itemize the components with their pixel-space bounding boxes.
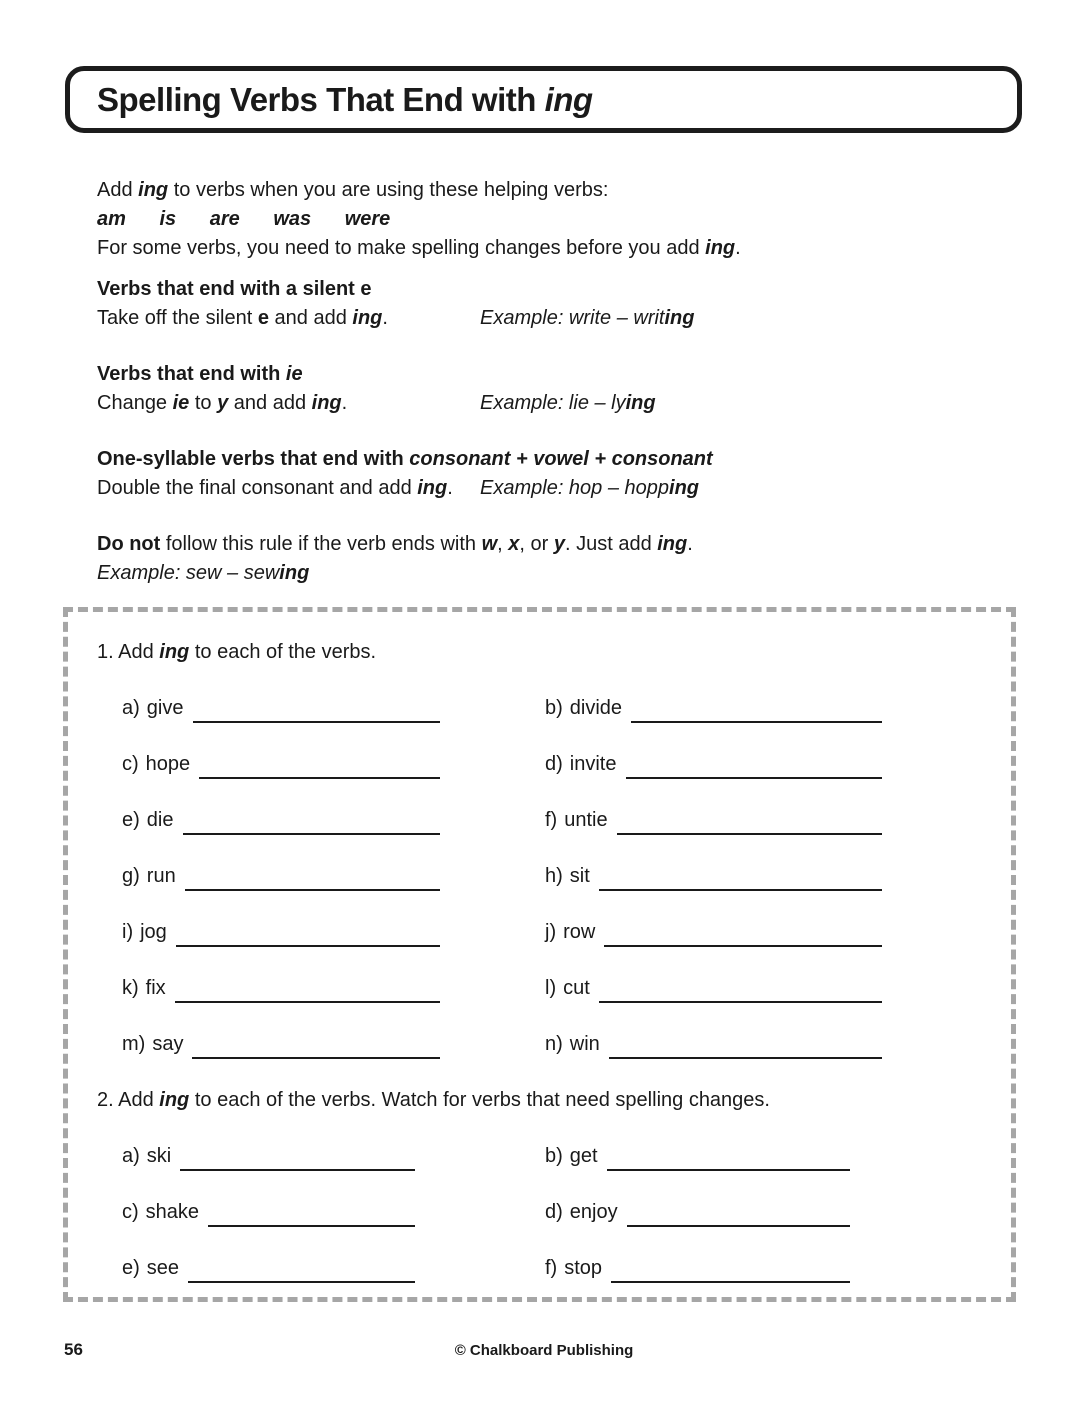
answer-blank[interactable]: [176, 921, 440, 947]
fill-in-item: [545, 806, 882, 835]
rule-ie: [97, 360, 1022, 418]
title-box: [65, 66, 1022, 133]
answer-blank[interactable]: [611, 1257, 850, 1283]
item-verb: run: [146, 865, 176, 887]
answer-blank[interactable]: [192, 1033, 440, 1059]
rule-example: Example: write – writing: [480, 307, 695, 329]
rule-body: Change ie to y and add ing.: [97, 392, 348, 414]
answer-blank[interactable]: [183, 809, 441, 835]
item-label: c): [122, 1201, 139, 1223]
answer-blank[interactable]: [188, 1257, 415, 1283]
page-footer: [64, 1340, 1024, 1364]
page-number: 56: [64, 1340, 83, 1359]
item-verb: stop: [564, 1257, 603, 1279]
item-label: a): [122, 1145, 140, 1167]
answer-blank[interactable]: [180, 1145, 415, 1171]
item-label: d): [545, 1201, 563, 1223]
note-example: Example: sew – sewing: [97, 562, 310, 584]
item-label: n): [545, 1033, 563, 1055]
item-label: i): [122, 921, 134, 943]
helping-verbs-list: [97, 205, 1022, 234]
item-verb: die: [146, 809, 174, 831]
item-verb: win: [569, 1033, 600, 1055]
answer-blank[interactable]: [199, 753, 440, 779]
item-verb: row: [563, 921, 596, 943]
item-verb: give: [146, 697, 184, 719]
rule-heading: Verbs that end with a silent e: [97, 278, 372, 300]
spelling-changes-line: For some verbs, you need to make spelling changes before you add ing.: [97, 237, 741, 259]
fill-in-item: [545, 750, 882, 779]
item-verb: cut: [563, 977, 590, 999]
fill-in-item: [122, 1254, 415, 1283]
note-line: Do not follow this rule if the verb ends with w, x, or y. Just add ing.: [97, 533, 693, 555]
rule-wxy-note: [97, 530, 1022, 588]
answer-blank[interactable]: [626, 753, 883, 779]
answer-blank[interactable]: [599, 977, 882, 1003]
helping-verb: am: [97, 208, 126, 230]
item-label: m): [122, 1033, 146, 1055]
rule-example: Example: hop – hopping: [480, 477, 700, 499]
answer-blank[interactable]: [599, 865, 882, 891]
item-label: f): [545, 1257, 558, 1279]
item-verb: fix: [145, 977, 166, 999]
copyright-text: © Chalkboard Publishing: [454, 1342, 634, 1359]
item-label: b): [545, 1145, 563, 1167]
fill-in-item: [122, 1030, 440, 1059]
item-label: l): [545, 977, 557, 999]
fill-in-item: [122, 862, 440, 891]
item-label: b): [545, 697, 563, 719]
item-verb: see: [146, 1257, 180, 1279]
fill-in-item: [545, 1254, 850, 1283]
item-label: h): [545, 865, 563, 887]
fill-in-item: [122, 1198, 415, 1227]
item-verb: say: [152, 1033, 184, 1055]
item-verb: divide: [569, 697, 623, 719]
instructions-section: [97, 176, 1022, 588]
item-label: a): [122, 697, 140, 719]
answer-blank[interactable]: [627, 1201, 850, 1227]
fill-in-item: [545, 862, 882, 891]
fill-in-item: [122, 1142, 415, 1171]
answer-blank[interactable]: [631, 697, 882, 723]
answer-blank[interactable]: [604, 921, 882, 947]
item-label: g): [122, 865, 140, 887]
exercise-1-prompt: 1. Add ing to each of the verbs.: [97, 641, 377, 663]
fill-in-item: [122, 806, 440, 835]
rule-silent-e: [97, 275, 1022, 333]
answer-blank[interactable]: [208, 1201, 415, 1227]
rule-body: Take off the silent e and add ing.: [97, 307, 388, 329]
fill-in-item: [545, 974, 882, 1003]
fill-in-item: [122, 974, 440, 1003]
rule-consonant-vowel-consonant: [97, 445, 1022, 503]
fill-in-item: [545, 1142, 850, 1171]
answer-blank[interactable]: [617, 809, 882, 835]
rule-heading: One-syllable verbs that end with consonant + vowel + consonant: [97, 448, 713, 470]
item-label: f): [545, 809, 558, 831]
item-verb: shake: [145, 1201, 200, 1223]
item-label: j): [545, 921, 557, 943]
page-title: Spelling Verbs That End with ing: [97, 81, 593, 118]
helping-verb: are: [209, 208, 240, 230]
item-verb: invite: [569, 753, 617, 775]
item-verb: sit: [569, 865, 590, 887]
exercise-2-prompt: 2. Add ing to each of the verbs. Watch for verbs that need spelling changes.: [97, 1089, 770, 1111]
helping-verb: were: [344, 208, 391, 230]
item-verb: hope: [145, 753, 191, 775]
helping-verb: was: [273, 208, 312, 230]
item-label: d): [545, 753, 563, 775]
item-verb: jog: [140, 921, 167, 943]
answer-blank[interactable]: [185, 865, 440, 891]
exercise-2-items: [122, 1142, 1011, 1283]
fill-in-item: [545, 694, 882, 723]
answer-blank[interactable]: [193, 697, 441, 723]
fill-in-item: [545, 1198, 850, 1227]
item-label: e): [122, 1257, 140, 1279]
fill-in-item: [122, 694, 440, 723]
item-verb: untie: [564, 809, 608, 831]
item-label: c): [122, 753, 139, 775]
intro-line: Add ing to verbs when you are using these helping verbs:: [97, 179, 609, 201]
answer-blank[interactable]: [609, 1033, 882, 1059]
item-label: k): [122, 977, 139, 999]
exercise-box: [63, 607, 1016, 1302]
fill-in-item: [122, 918, 440, 947]
fill-in-item: [545, 1030, 882, 1059]
item-verb: enjoy: [569, 1201, 618, 1223]
item-verb: get: [569, 1145, 598, 1167]
answer-blank[interactable]: [607, 1145, 850, 1171]
item-label: e): [122, 809, 140, 831]
rule-heading: Verbs that end with ie: [97, 363, 303, 385]
answer-blank[interactable]: [175, 977, 440, 1003]
fill-in-item: [545, 918, 882, 947]
rule-body: Double the final consonant and add ing.: [97, 477, 453, 499]
helping-verb: is: [159, 208, 177, 230]
rule-example: Example: lie – lying: [480, 392, 656, 414]
exercise-1-items: [122, 694, 1011, 1059]
fill-in-item: [122, 750, 440, 779]
item-verb: ski: [146, 1145, 172, 1167]
